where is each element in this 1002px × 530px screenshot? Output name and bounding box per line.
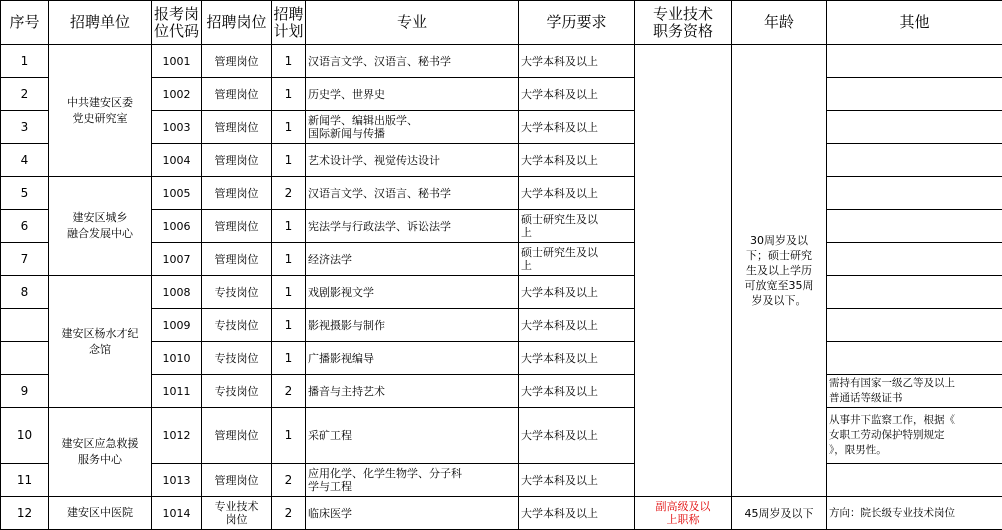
position-code: 1014 xyxy=(152,497,202,530)
major: 艺术设计学、视觉传达设计 xyxy=(306,144,519,177)
header-code: 报考岗 位代码 xyxy=(152,1,202,45)
major: 汉语言文学、汉语言、秘书学 xyxy=(306,45,519,78)
table-row xyxy=(1,210,1002,243)
header-unit: 招聘单位 xyxy=(49,1,152,45)
professional-qualification xyxy=(635,45,732,497)
table-row xyxy=(1,177,1002,210)
position-type: 专业技术 岗位 xyxy=(202,497,272,530)
recruit-count: 1 xyxy=(272,408,306,464)
education-requirement: 大学本科及以上 xyxy=(519,45,635,78)
position-type: 专技岗位 xyxy=(202,375,272,408)
header-post: 招聘岗位 xyxy=(202,1,272,45)
other-notes xyxy=(827,177,1002,210)
recruit-count: 1 xyxy=(272,276,306,309)
recruit-count: 1 xyxy=(272,342,306,375)
position-code: 1001 xyxy=(152,45,202,78)
row-number xyxy=(1,342,49,375)
other-notes xyxy=(827,144,1002,177)
recruit-count: 1 xyxy=(272,210,306,243)
row-number: 1 xyxy=(1,45,49,78)
other-notes: 需持有国家一级乙等及以上 普通话等级证书 xyxy=(827,375,1002,408)
header-major: 专业 xyxy=(306,1,519,45)
education-requirement: 大学本科及以上 xyxy=(519,276,635,309)
major: 戏剧影视文学 xyxy=(306,276,519,309)
header-age: 年龄 xyxy=(732,1,827,45)
header-plan: 招聘 计划 xyxy=(272,1,306,45)
row-number: 4 xyxy=(1,144,49,177)
header-qual: 专业技术 职务资格 xyxy=(635,1,732,45)
education-requirement: 大学本科及以上 xyxy=(519,497,635,530)
age-requirement: 45周岁及以下 xyxy=(732,497,827,530)
position-code: 1011 xyxy=(152,375,202,408)
row-number xyxy=(1,309,49,342)
education-requirement: 大学本科及以上 xyxy=(519,177,635,210)
other-notes: 从事井下监察工作，根据《 女职工劳动保护特别规定 》，限男性。 xyxy=(827,408,1002,464)
row-number: 8 xyxy=(1,276,49,309)
education-requirement: 硕士研究生及以 上 xyxy=(519,243,635,276)
table-row xyxy=(1,144,1002,177)
education-requirement: 硕士研究生及以 上 xyxy=(519,210,635,243)
row-number: 9 xyxy=(1,375,49,408)
table-row xyxy=(1,464,1002,497)
education-requirement: 大学本科及以上 xyxy=(519,111,635,144)
recruit-count: 1 xyxy=(272,144,306,177)
position-code: 1002 xyxy=(152,78,202,111)
education-requirement: 大学本科及以上 xyxy=(519,375,635,408)
header-row xyxy=(1,1,1002,45)
other-notes xyxy=(827,309,1002,342)
major: 宪法学与行政法学、诉讼法学 xyxy=(306,210,519,243)
recruiting-unit: 建安区应急救援 服务中心 xyxy=(49,408,152,497)
row-number: 10 xyxy=(1,408,49,464)
position-code: 1006 xyxy=(152,210,202,243)
major: 影视摄影与制作 xyxy=(306,309,519,342)
table-row xyxy=(1,243,1002,276)
other-notes xyxy=(827,243,1002,276)
position-code: 1012 xyxy=(152,408,202,464)
header-other: 其他 xyxy=(827,1,1002,45)
position-type: 管理岗位 xyxy=(202,177,272,210)
position-type: 管理岗位 xyxy=(202,243,272,276)
major: 广播影视编导 xyxy=(306,342,519,375)
professional-qualification: 副高级及以 上职称 xyxy=(635,497,732,530)
position-type: 管理岗位 xyxy=(202,144,272,177)
position-type: 管理岗位 xyxy=(202,111,272,144)
recruit-count: 1 xyxy=(272,45,306,78)
recruiting-unit: 建安区杨水才纪 念馆 xyxy=(49,276,152,408)
major: 采矿工程 xyxy=(306,408,519,464)
position-code: 1010 xyxy=(152,342,202,375)
recruit-count: 2 xyxy=(272,497,306,530)
other-notes xyxy=(827,111,1002,144)
major: 经济法学 xyxy=(306,243,519,276)
recruit-count: 1 xyxy=(272,309,306,342)
education-requirement: 大学本科及以上 xyxy=(519,144,635,177)
position-type: 专技岗位 xyxy=(202,342,272,375)
position-code: 1007 xyxy=(152,243,202,276)
table-row xyxy=(1,45,1002,78)
major: 历史学、世界史 xyxy=(306,78,519,111)
education-requirement: 大学本科及以上 xyxy=(519,309,635,342)
position-code: 1013 xyxy=(152,464,202,497)
recruit-count: 1 xyxy=(272,111,306,144)
header-no: 序号 xyxy=(1,1,49,45)
major: 应用化学、化学生物学、分子科 学与工程 xyxy=(306,464,519,497)
row-number: 5 xyxy=(1,177,49,210)
education-requirement: 大学本科及以上 xyxy=(519,342,635,375)
position-type: 专技岗位 xyxy=(202,276,272,309)
major: 新闻学、编辑出版学、 国际新闻与传播 xyxy=(306,111,519,144)
other-notes xyxy=(827,78,1002,111)
position-type: 管理岗位 xyxy=(202,78,272,111)
education-requirement: 大学本科及以上 xyxy=(519,408,635,464)
recruiting-unit: 中共建安区委 党史研究室 xyxy=(49,45,152,177)
table-row xyxy=(1,111,1002,144)
recruit-count: 2 xyxy=(272,177,306,210)
other-notes xyxy=(827,45,1002,78)
row-number: 12 xyxy=(1,497,49,530)
recruit-count: 2 xyxy=(272,375,306,408)
other-notes xyxy=(827,276,1002,309)
position-type: 管理岗位 xyxy=(202,210,272,243)
table-row xyxy=(1,309,1002,342)
position-type: 管理岗位 xyxy=(202,408,272,464)
recruit-count: 2 xyxy=(272,464,306,497)
position-code: 1008 xyxy=(152,276,202,309)
table-row xyxy=(1,276,1002,309)
position-type: 专技岗位 xyxy=(202,309,272,342)
position-code: 1004 xyxy=(152,144,202,177)
age-requirement: 30周岁及以 下；硕士研究 生及以上学历 可放宽至35周 岁及以下。 xyxy=(732,45,827,497)
row-number: 6 xyxy=(1,210,49,243)
row-number: 7 xyxy=(1,243,49,276)
other-notes xyxy=(827,342,1002,375)
table-row xyxy=(1,408,1002,464)
position-code: 1009 xyxy=(152,309,202,342)
table-row xyxy=(1,375,1002,408)
major: 汉语言文学、汉语言、秘书学 xyxy=(306,177,519,210)
recruit-count: 1 xyxy=(272,243,306,276)
other-notes xyxy=(827,464,1002,497)
row-number: 11 xyxy=(1,464,49,497)
table-row xyxy=(1,342,1002,375)
table-row xyxy=(1,497,1002,530)
major: 临床医学 xyxy=(306,497,519,530)
education-requirement: 大学本科及以上 xyxy=(519,464,635,497)
position-code: 1003 xyxy=(152,111,202,144)
row-number: 3 xyxy=(1,111,49,144)
other-notes xyxy=(827,210,1002,243)
header-edu: 学历要求 xyxy=(519,1,635,45)
recruiting-unit: 建安区城乡 融合发展中心 xyxy=(49,177,152,276)
major: 播音与主持艺术 xyxy=(306,375,519,408)
recruit-count: 1 xyxy=(272,78,306,111)
education-requirement: 大学本科及以上 xyxy=(519,78,635,111)
position-code: 1005 xyxy=(152,177,202,210)
position-type: 管理岗位 xyxy=(202,464,272,497)
recruiting-unit: 建安区中医院 xyxy=(49,497,152,530)
position-type: 管理岗位 xyxy=(202,45,272,78)
other-notes: 方向：院长级专业技术岗位 xyxy=(827,497,1002,530)
row-number: 2 xyxy=(1,78,49,111)
table-row xyxy=(1,78,1002,111)
